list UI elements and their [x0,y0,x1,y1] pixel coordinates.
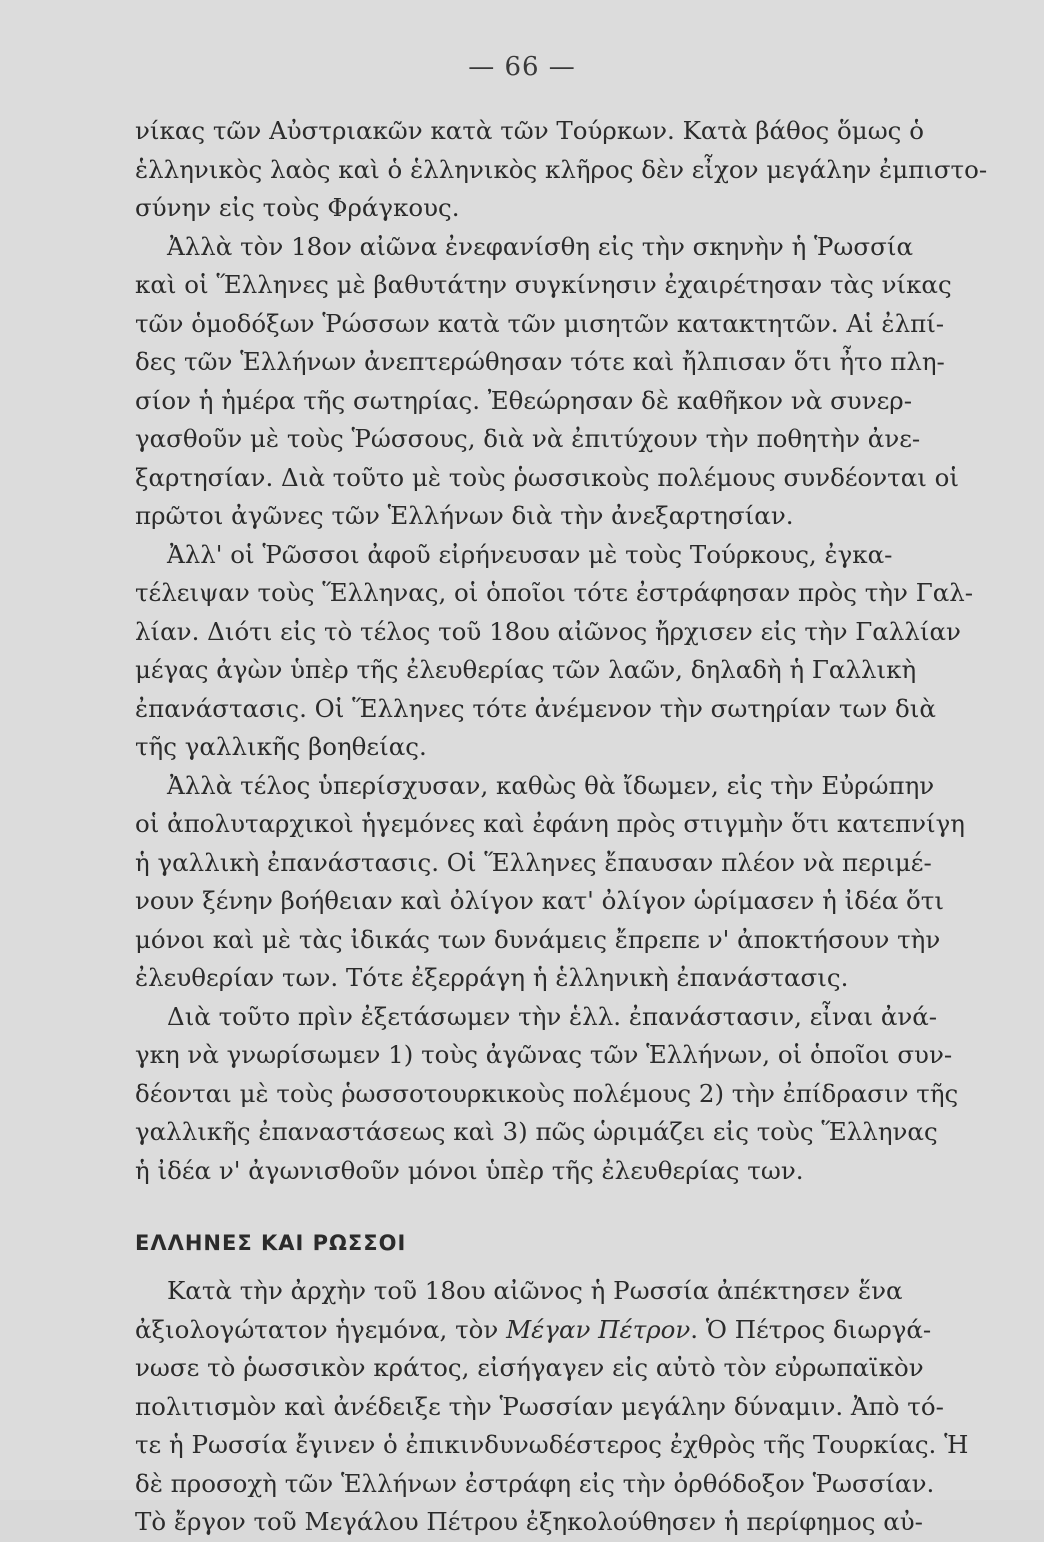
text-line: Κατὰ τὴν ἀρχὴν τοῦ 18ου αἰῶνος ἡ Ρωσσία ἀπέκτησεν ἕνα [167,1276,903,1305]
text-line: οἱ ἀπολυταρχικοὶ ἡγεμόνες καὶ ἐφάνη πρὸς στιγμὴν ὅτι κατεπνίγη [135,809,965,838]
text-line: ἐπανάστασις. Οἱ Ἕλληνες τότε ἀνέμενον τὴν σωτηρίαν των διὰ [135,693,936,723]
text-line: Ἀλλὰ τέλος ὑπερίσχυσαν, καθὼς θὰ ἴδωμεν, εἰς τὴν Εὐρώπην [167,770,935,800]
text-line: λίαν. Διότι εἰς τὸ τέλος τοῦ 18ου αἰῶνος ἤρχισεν εἰς τὴν Γαλλίαν [135,616,961,646]
text-line: γαλλικῆς ἐπαναστάσεως καὶ 3) πῶς ὡριμάζει εἰς τοὺς Ἕλληνας [135,1117,938,1146]
text-line: δες τῶν Ἑλλήνων ἀνεπτερώθησαν τότε καὶ ἤλπισαν ὅτι ἦτο πλη- [135,347,945,376]
text-line: ἡ γαλλικὴ ἐπανάστασις. Οἱ Ἕλληνες ἔπαυσαν πλέον νὰ περιμέ- [135,847,932,877]
text-line: μέγας ἀγὼν ὑπὲρ τῆς ἐλευθερίας τῶν λαῶν, δηλαδὴ ἡ Γαλλικὴ [135,655,917,684]
text-line: γκη νὰ γνωρίσωμεν 1) τοὺς ἀγῶνας τῶν Ἑλλήνων, οἱ ὁποῖοι συν- [135,1040,953,1069]
italic-name: Μέγαν Πέτρον [506,1314,691,1344]
text-line: Ἀλλ' οἱ Ῥῶσσοι ἀφοῦ εἰρήνευσαν μὲ τοὺς Τούρκους, ἐγκα- [167,539,893,569]
text-line: μόνοι καὶ μὲ τὰς ἰδικάς των δυνάμεις ἔπρεπε ν' ἀποκτήσουν τὴν [135,924,941,954]
text-line: δέονται μὲ τοὺς ῥωσσοτουρκικοὺς πολέμους 2) τὴν ἐπίδρασιν τῆς [135,1078,959,1108]
text-line: νίκας τῶν Αὐστριακῶν κατὰ τῶν Τούρκων. Κατὰ βάθος ὅμως ὁ [135,116,924,145]
text-line: νουν ξένην βοήθειαν καὶ ὀλίγον κατ' ὀλίγον ὡρίμασεν ἡ ἰδέα ὅτι [135,886,944,915]
text-line: γασθοῦν μὲ τοὺς Ῥώσσους, διὰ νὰ ἐπιτύχουν τὴν ποθητὴν ἀνε- [135,424,921,453]
text-span: . Ὁ Πέτρος διωργά- [690,1314,932,1344]
text-line: ἡ ἰδέα ν' ἀγωνισθοῦν μόνοι ὑπὲρ τῆς ἐλευθερίας των. [135,1155,804,1185]
text-line: καὶ οἱ Ἕλληνες μὲ βαθυτάτην συγκίνησιν ἐχαιρέτησαν τὰς νίκας [135,270,952,299]
text-line: ξαρτησίαν. Διὰ τοῦτο μὲ τοὺς ῥωσσικοὺς πολέμους συνδέονται οἱ [135,462,960,492]
page-number: — 66 — [468,52,576,82]
text-line: τῆς γαλλικῆς βοηθείας. [135,732,427,761]
text-line: Τὸ ἔργον τοῦ Μεγάλου Πέτρου ἐξηκολούθησεν ἡ περίφημος αὐ- [135,1507,923,1536]
text-line: τῶν ὁμοδόξων Ῥώσσων κατὰ τῶν μισητῶν κατακτητῶν. Αἱ ἐλπί- [135,308,945,338]
text-line: τε ἡ Ρωσσία ἔγινεν ὁ ἐπικινδυνωδέστερος ἐχθρὸς τῆς Τουρκίας. Ἡ [135,1430,969,1459]
text-line: σίον ἡ ἡμέρα τῆς σωτηρίας. Ἐθεώρησαν δὲ καθῆκον νὰ συνερ- [135,385,912,415]
text-line [135,1311,955,1350]
text-line: Ἀλλὰ τὸν 18ον αἰῶνα ἐνεφανίσθη εἰς τὴν σκηνὴν ἡ Ῥωσσία [167,231,913,261]
text-line: ἐλευθερίαν των. Τότε ἐξερράγη ἡ ἑλληνικὴ ἐπανάστασις. [135,963,849,992]
text-line: δὲ προσοχὴ τῶν Ἑλλήνων ἐστράφη εἰς τὴν ὀρθόδοξον Ῥωσσίαν. [135,1468,935,1498]
text-line: πρῶτοι ἀγῶνες τῶν Ἑλλήνων διὰ τὴν ἀνεξαρτησίαν. [135,501,794,530]
section-heading: ΕΛΛΗΝΕΣ ΚΑΙ ΡΩΣΣΟΙ [135,1231,407,1255]
text-line: ἑλληνικὸς λαὸς καὶ ὁ ἑλληνικὸς κλῆρος δὲν εἶχον μεγάλην ἐμπιστο- [135,154,988,184]
text-span: ἀξιολογώτατον ἡγεμόνα, τὸν [135,1314,507,1344]
text-line: τέλειψαν τοὺς Ἕλληνας, οἱ ὁποῖοι τότε ἐστράφησαν πρὸς τὴν Γαλ- [135,578,974,607]
text-line: πολιτισμὸν καὶ ἀνέδειξε τὴν Ῥωσσίαν μεγάλην δύναμιν. Ἀπὸ τό- [135,1391,944,1421]
body-text [135,112,988,1542]
text-line: νωσε τὸ ῥωσσικὸν κράτος, εἰσήγαγεν εἰς αὐτὸ τὸν εὐρωπαϊκὸν [135,1353,924,1382]
text-line: Διὰ τοῦτο πρὶν ἐξετάσωμεν τὴν ἑλλ. ἐπανάστασιν, εἶναι ἀνά- [167,1001,938,1031]
text-line: σύνην εἰς τοὺς Φράγκους. [135,193,460,222]
